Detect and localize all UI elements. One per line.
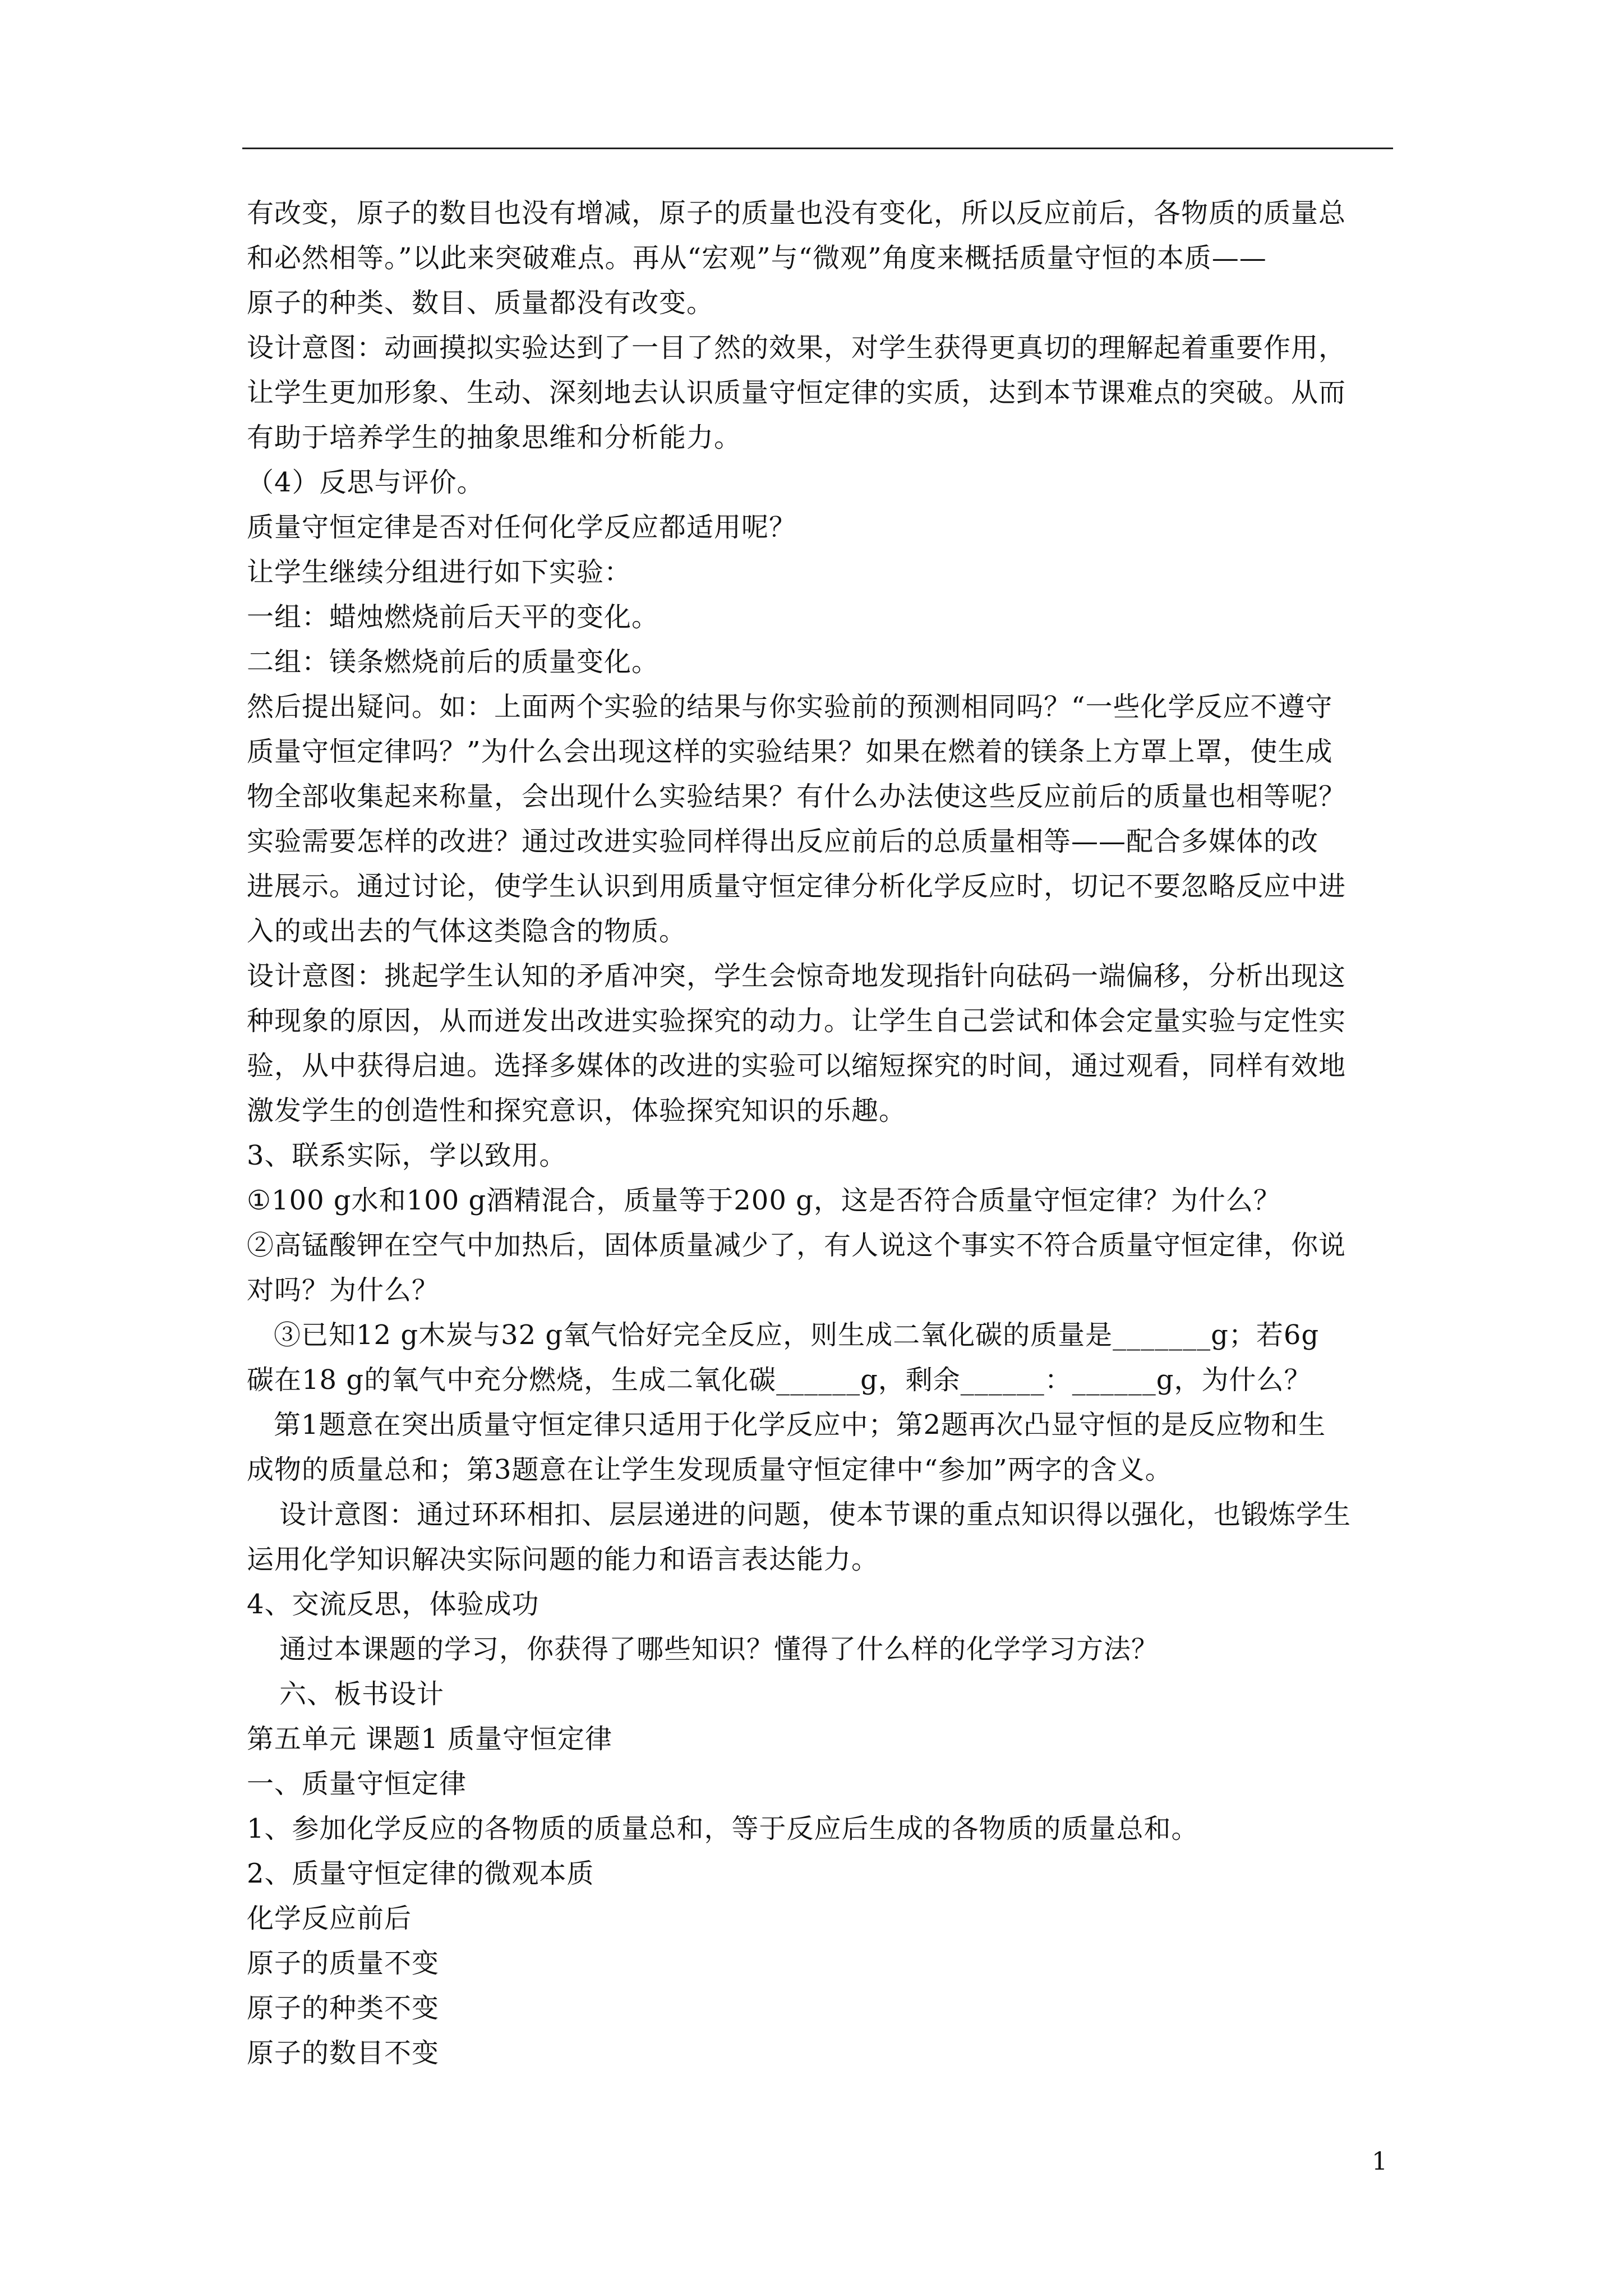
text-line: 然后提出疑问。如：上面两个实验的结果与你实验前的预测相同吗？“一些化学反应不遵守 xyxy=(247,691,1333,723)
text-line: 种现象的原因，从而迸发出改进实验探究的动力。让学生自己尝试和体会定量实验与定性实 xyxy=(247,1005,1347,1037)
text-line: 原子的种类、数目、质量都没有改变。 xyxy=(247,287,714,319)
text-line: 通过本课题的学习，你获得了哪些知识？懂得了什么样的化学学习方法？ xyxy=(279,1634,1159,1665)
text-line: 质量守恒定律吗？”为什么会出现这样的实验结果？如果在燃着的镁条上方罩上罩，使生成 xyxy=(247,736,1333,767)
board-line: 原子的数目不变 xyxy=(247,2037,440,2069)
header-rule xyxy=(242,148,1393,149)
text-line: 进展示。通过讨论，使学生认识到用质量守恒定律分析化学反应时，切记不要忽略反应中进 xyxy=(247,871,1347,902)
text-line: 有助于培养学生的抽象思维和分析能力。 xyxy=(247,422,742,453)
text-line: 第1题意在突出质量守恒定律只适用于化学反应中；第2题再次凸显守恒的是反应物和生 xyxy=(274,1409,1326,1441)
board-line: 2、质量守恒定律的微观本质 xyxy=(247,1858,594,1889)
board-line: 原子的种类不变 xyxy=(247,1993,440,2024)
board-line: 1、参加化学反应的各物质的质量总和，等于反应后生成的各物质的质量总和。 xyxy=(247,1813,1199,1844)
text-line: 激发学生的创造性和探究意识，体验探究知识的乐趣。 xyxy=(247,1095,907,1126)
section-heading: 六、板书设计 xyxy=(279,1678,445,1710)
document-body xyxy=(247,191,1396,2076)
text-line: 有改变，原子的数目也没有增减，原子的质量也没有变化，所以反应前后，各物质的质量总 xyxy=(247,197,1347,229)
board-title: 第五单元 课题1 质量守恒定律 xyxy=(247,1723,613,1755)
text-line: 质量守恒定律是否对任何化学反应都适用呢？ xyxy=(247,512,797,543)
question-line: ①100 g水和100 g酒精混合，质量等于200 g，这是否符合质量守恒定律？为什么？ xyxy=(247,1185,1281,1216)
question-line: 碳在18 g的氧气中充分燃烧，生成二氧化碳______g，剩余______：______g，为什么？ xyxy=(247,1364,1312,1396)
board-line: 化学反应前后 xyxy=(247,1903,412,1934)
text-line: 验，从中获得启迪。选择多媒体的改进的实验可以缩短探究的时间，通过观看，同样有效地 xyxy=(247,1050,1347,1082)
page-number: 1 xyxy=(1372,2147,1387,2176)
section-heading: 4、交流反思，体验成功 xyxy=(247,1589,540,1620)
text-line: 一组：蜡烛燃烧前后天平的变化。 xyxy=(247,601,660,633)
text-line: 成物的质量总和；第3题意在让学生发现质量守恒定律中“参加”两字的含义。 xyxy=(247,1454,1173,1485)
question-line: ②高锰酸钾在空气中加热后，固体质量减少了，有人说这个事实不符合质量守恒定律，你说 xyxy=(247,1230,1347,1261)
question-line: ③已知12 g木炭与32 g氧气恰好完全反应，则生成二氧化碳的质量是_______g；若6g xyxy=(274,1319,1320,1351)
text-line: 实验需要怎样的改进？通过改进实验同样得出反应前后的总质量相等——配合多媒体的改 xyxy=(247,826,1319,857)
question-line: 对吗？为什么？ xyxy=(247,1274,440,1306)
board-line: 一、质量守恒定律 xyxy=(247,1768,467,1800)
text-line: 入的或出去的气体这类隐含的物质。 xyxy=(247,915,687,947)
text-line: 和必然相等。”以此来突破难点。再从“宏观”与“微观”角度来概括质量守恒的本质—— xyxy=(247,242,1267,274)
text-line: 让学生更加形象、生动、深刻地去认识质量守恒定律的实质，达到本节课难点的突破。从而 xyxy=(247,377,1347,408)
text-line: 物全部收集起来称量，会出现什么实验结果？有什么办法使这些反应前后的质量也相等呢？ xyxy=(247,781,1347,812)
section-heading: 3、联系实际，学以致用。 xyxy=(247,1140,567,1171)
text-line: 运用化学知识解决实际问题的能力和语言表达能力。 xyxy=(247,1544,879,1575)
board-line: 原子的质量不变 xyxy=(247,1948,440,1979)
text-line: 设计意图：动画摸拟实验达到了一目了然的效果，对学生获得更真切的理解起着重要作用， xyxy=(247,332,1347,364)
text-line: 设计意图：通过环环相扣、层层递进的问题，使本节课的重点知识得以强化，也锻炼学生 xyxy=(279,1499,1352,1530)
text-line: 让学生继续分组进行如下实验： xyxy=(247,556,632,588)
section-heading: （4）反思与评价。 xyxy=(247,467,485,498)
text-line: 二组：镁条燃烧前后的质量变化。 xyxy=(247,646,660,678)
text-line: 设计意图：挑起学生认知的矛盾冲突，学生会惊奇地发现指针向砝码一端偏移，分析出现这 xyxy=(247,960,1347,992)
